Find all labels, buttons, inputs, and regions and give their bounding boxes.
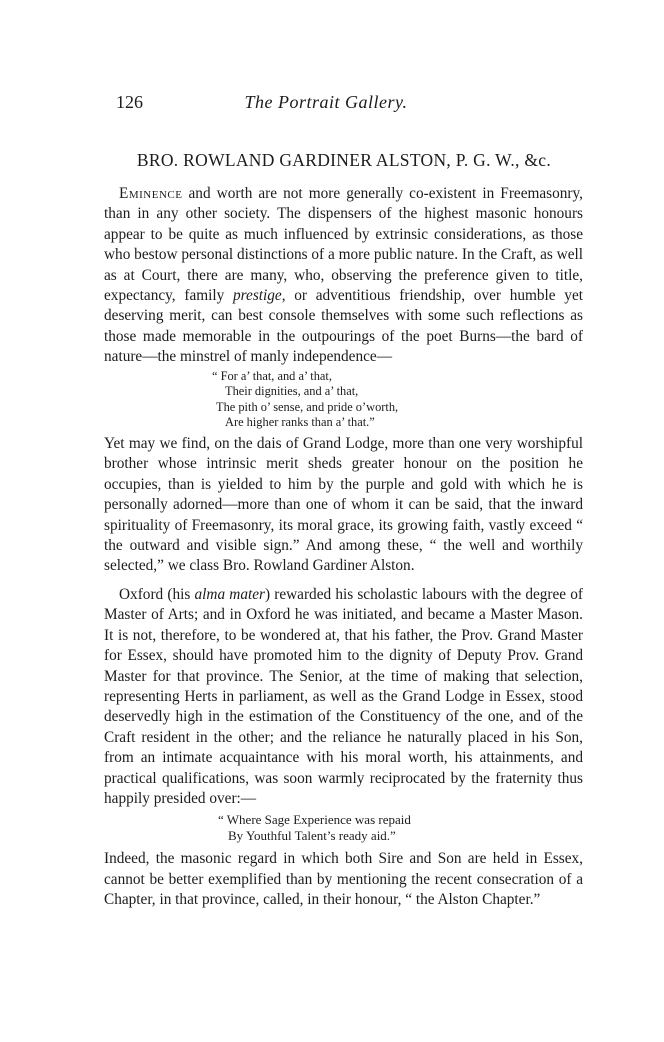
article-body xyxy=(104,184,583,911)
verse-quotation-couplet xyxy=(218,812,583,844)
verse-line: Are higher ranks than a’ that.” xyxy=(225,415,375,430)
paragraph-2: Yet may we find, on the dais of Grand Lodge, more than one very worshipful brother whose intrinsic merit sheds greater honour on the position he occupies, than is yielded to him by the purple and gold with which he is personally adorned—more than one of whom it can be said, that the inward spirituality of Freemasonry, its moral grace, its growing faith, vastly exceed “ the outward and visible sign.” And among these, “ the well and worthily selected,” we class Bro. Rowland Gardiner Alston. xyxy=(104,435,583,575)
running-title: The Portrait Gallery. xyxy=(244,92,408,112)
page-number: 126 xyxy=(116,92,143,112)
paragraph-4: Indeed, the masonic regard in which both Sire and Son are held in Essex, cannot be better exemplified than by mentioning the recent consecration of a Chapter, in that province, called, in their honour, “ the Alston Chapter.” xyxy=(104,850,583,909)
paragraph-3: Oxford (his alma mater) rewarded his scholastic labours with the degree of Master of Arts; and in Oxford he was initiated, and became a Master Mason. It is not, therefore, to be wondered at, that his father, the Prov. Grand Master for Essex, should have promoted him to the dignity of Deputy Prov. Grand Master for that province. The Senior, at the time of making that selection, representing Herts in parliament, as well as the Grand Lodge in Essex, stood deservedly high in the estimation of the Constituency of the one, and of the Craft resident in the other; and the reliance he naturally placed in his Son, from an intimate acquaintance with his moral worth, his attainments, and practical qualifications, was soon warmly reciprocated by the fraternity thus happily presided over:— xyxy=(104,585,583,807)
article-title: BRO. ROWLAND GARDINER ALSTON, P. G. W., &c. xyxy=(136,150,552,170)
verse-quotation-burns xyxy=(212,369,583,431)
verse-line: By Youthful Talent’s ready aid.” xyxy=(228,828,396,844)
verse-line: “ Where Sage Experience was repaid xyxy=(218,812,411,828)
verse-line: Their dignities, and a’ that, xyxy=(225,384,359,399)
paragraph-1: Eminence and worth are not more generally co-existent in Freemasonry, than in any other society. The dispensers of the highest masonic honours appear to be quite as much influenced by extrinsic considerations, as those who bestow personal distinctions of a more public nature. In the Craft, as well as at Court, there are many, who, observing the preference given to title, expectancy, family prestige, or adventitious friendship, over humble yet deserving merit, can best console themselves with some such reflections as those made memorable in the outpourings of the poet Burns—the bard of nature—the minstrel of manly independence— xyxy=(104,185,583,366)
verse-line: “ For a’ that, and a’ that, xyxy=(212,368,332,383)
running-head xyxy=(116,92,576,118)
verse-line: The pith o’ sense, and pride o’worth, xyxy=(216,399,399,414)
dropcap-word: Eminence xyxy=(119,185,183,202)
